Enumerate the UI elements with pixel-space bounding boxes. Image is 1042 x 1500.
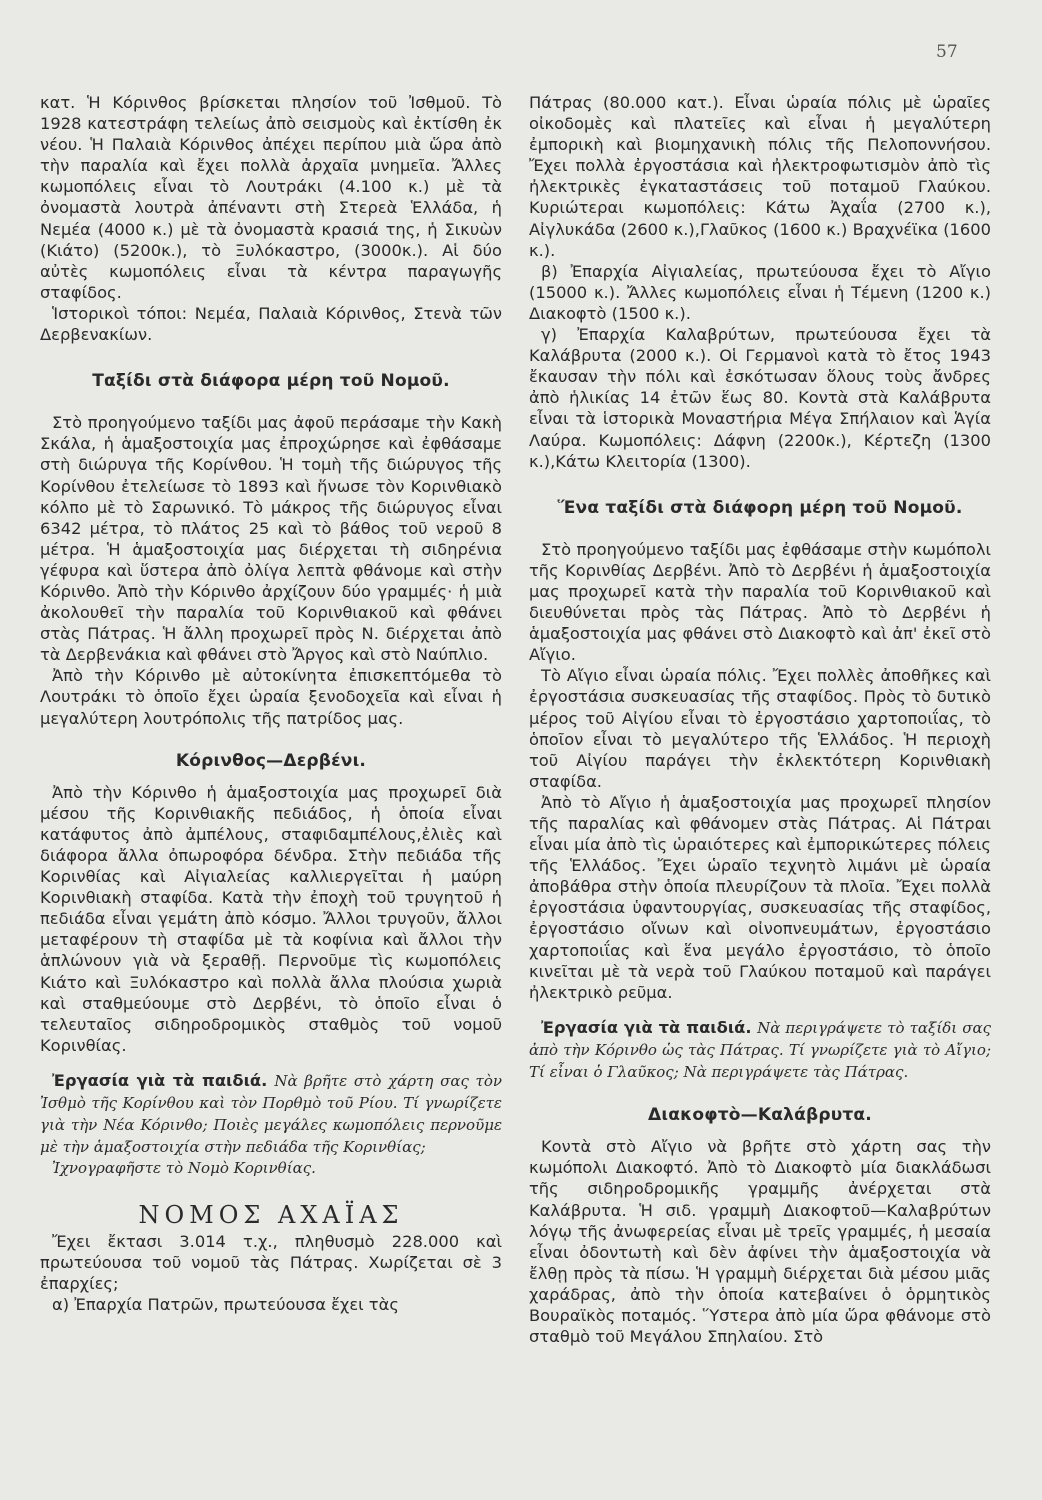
paragraph: Ἀπὸ τὴν Κόρινθο ἡ ἁμαξοστοιχία μας προχωρεῖ διὰ μέσου τῆς Κορινθιακῆς πεδιάδος, ἡ ὁποία εἶναι κατάφυτος ἀπὸ ἀμπέλους, σταφιδαμπέλους,ἐλιὲς καὶ διάφορα ἄλλα ὀπωροφόρα δένδρα. Στὴν πεδιάδα τῆς Κορινθίας καὶ Αἰγιαλείας καλλιεργεῖται ἡ μαύρη Κορινθιακὴ σταφίδα. Κατὰ τὴν ἐποχὴ τοῦ τρυγητοῦ ἡ πεδιάδα εἶναι γεμάτη ἀπὸ κόσμο. Ἄλλοι τρυγοῦν, ἄλλοι μεταφέρουν τὴ σταφίδα μὲ τὰ κοφίνια καὶ ἄλλοι τὴν ἁπλώνουν γιὰ νὰ ξεραθῇ. Περνοῦμε τὶς κωμοπόλεις Κιάτο καὶ Ξυλόκαστρο καὶ πολλὰ ἄλλα πλούσια χωριὰ καὶ σταθμεύουμε στὸ Δερβένι, τὸ ὁποῖο εἶναι ὁ τελευταῖος σιδηροδρομικὸς σταθμὸς τοῦ νομοῦ Κορινθίας. <box>40 782 502 1055</box>
paragraph: Ἀπὸ τὸ Αἴγιο ἡ ἁμαξοστοιχία μας προχωρεῖ πλησίον τῆς παραλίας καὶ φθάνομεν στὰς Πάτρας. Αἱ Πάτραι εἶναι μία ἀπὸ τὶς ὡραιότερες καὶ ἐμπορικώτερες πόλεις τῆς Ἑλλάδος. Ἔχει ὡραῖο τεχνητὸ λιμάνι μὲ ὡραία ἀποβάθρα στὴν ὁποία πλευρίζουν τὰ πλοῖα. Ἔχει πολλὰ ἐργοστάσια ὑφαντουργίας, συσκευασίας τῆς σταφίδος, ἐργοστάσιο οἴνων καὶ οἰνοπνευμάτων, ἐργοστάσιο χαρτοποιΐας καὶ ἕνα μεγάλο ἐργοστάσιο, τὸ ὁποῖο κινεῖται μὲ τὰ νερὰ τοῦ Γλαύκου ποταμοῦ καὶ παράγει ἠλεκτρικὸ ρεῦμα. <box>529 792 991 1002</box>
paragraph: Πάτρας (80.000 κατ.). Εἶναι ὡραία πόλις μὲ ὡραῖες οἰκοδομὲς καὶ πλατεῖες καὶ εἶναι ἡ μεγαλύτερη ἐμπορικὴ καὶ βιομηχανικὴ πόλις τῆς Πελοποννήσου. Ἔχει πολλὰ ἐργοστάσια καὶ ἠλεκτροφωτισμὸν ἀπὸ τὶς ἠλεκτρικὲς ἐγκαταστάσεις τοῦ ποταμοῦ Γλαύκου. Κυριώτεραι κωμοπόλεις: Κάτω Ἀχαΐα (2700 κ.), Αἰγλυκάδα (2600 κ.),Γλαῦκος (1600 κ.) Βραχνέϊκα (1600 κ.). <box>529 93 991 260</box>
page-number: 57 <box>936 42 958 62</box>
paragraph: κατ. Ἡ Κόρινθος βρίσκεται πλησίον τοῦ Ἰσθμοῦ. Τὸ 1928 κατεστράφη τελείως ἀπὸ σεισμοὺς καὶ ἐκτίσθη ἐκ νέου. Ἡ Παλαιὰ Κόρινθος ἀπέχει περίπου μιὰ ὥρα ἀπὸ τὴν παραλία καὶ ἔχει πολλὰ ἀρχαῖα μνημεῖα. Ἄλλες κωμοπόλεις εἶναι τὸ Λουτράκι (4.100 κ.) μὲ τὰ ὀνομαστὰ λουτρὰ ἀπέναντι στὴ Στερεὰ Ἑλλάδα, ἡ Νεμέα (4000 κ.) μὲ τὰ ὀνομαστὰ κρασιά της, ἡ Σικυὼν (Κιάτο) (5200κ.), τὸ Ξυλόκαστρο, (3000κ.). Αἱ δύο αὐτὲς κωμοπόλεις εἶναι τὰ κέντρα παραγωγῆς σταφίδος. <box>40 93 502 302</box>
paragraph: α) Ἐπαρχία Πατρῶν, πρωτεύουσα ἔχει τὰς <box>52 1294 399 1314</box>
task-text: Νὰ περιγράψετε τὸ ταξίδι σας ἀπὸ τὴν Κόρινθο ὡς τὰς Πάτρας. Τί γνωρίζετε γιὰ τὸ Αἴγιο; Τί εἶναι ὁ Γλαῦκος; Νὰ περιγράψετε τὰς Πάτρας. <box>529 1018 991 1082</box>
task-paragraph <box>40 1070 502 1158</box>
task-label: Ἐργασία γιὰ τὰ παιδιά. <box>541 1017 752 1037</box>
section-heading: Ἕνα ταξίδι στὰ διάφορη μέρη τοῦ Νομοῦ. <box>557 497 963 518</box>
paragraph: Στὸ προηγούμενο ταξίδι μας ἀφοῦ περάσαμε τὴν Κακὴ Σκάλα, ἡ ἁμαξοστοιχία μας ἐπροχώρησε καὶ ἐφθάσαμε στὴ διώρυγα τῆς Κορίνθου. Ἡ τομὴ τῆς διώρυγος τῆς Κορίνθου ἐτελείωσε τὸ 1893 καὶ ἥνωσε τὸν Κορινθιακὸ κόλπο μὲ τὸ Σαρωνικό. Τὸ μάκρος τῆς διώρυγος εἶναι 6342 μέτρα, τὸ πλάτος 25 καὶ τὸ βάθος τοῦ νεροῦ 8 μέτρα. Ἡ ἁμαξοστοιχία μας διέρχεται τὴ σιδηρένια γέφυρα καὶ ὕστερα ἀπὸ ὀλίγα λεπτὰ φθάνομε καὶ στὴν Κόρινθο. Ἀπὸ τὴν Κόρινθο ἀρχίζουν δύο γραμμές· ἡ μιὰ ἀκολουθεῖ τὴν παραλία τοῦ Κορινθιακοῦ καὶ φθάνει στὰς Πάτρας. Ἡ ἄλλη προχωρεῖ πρὸς Ν. διέρχεται ἀπὸ τὰ Δερβενάκια καὶ φθάνει στὸ Ἄργος καὶ στὸ Ναύπλιο. <box>40 413 502 665</box>
paragraph: γ) Ἐπαρχία Καλαβρύτων, πρωτεύουσα ἔχει τὰ Καλάβρυτα (2000 κ.). Οἱ Γερμανοὶ κατὰ τὸ ἔτος 1943 ἔκαυσαν τὴν πόλι καὶ ἐσκότωσαν ὅλους τοὺς ἄνδρες ἀπὸ ἡλικίας 14 ἐτῶν ἕως 80. Κοντὰ στὰ Καλάβρυτα εἶναι τὰ ἱστορικὰ Μοναστήρια Μέγα Σπήλαιον καὶ Ἁγία Λαύρα. Κωμοπόλεις: Δάφνη (2200κ.), Κέρτεζη (1300 κ.),Κάτω Κλειτορία (1300). <box>529 325 991 471</box>
right-column <box>529 92 991 1347</box>
section-heading: Ταξίδι στὰ διάφορα μέρη τοῦ Νομοῦ. <box>92 371 450 392</box>
paragraph: β) Ἐπαρχία Αἰγιαλείας, πρωτεύουσα ἔχει τὸ Αἴγιο (15000 κ.). Ἄλλες κωμοπόλεις εἶναι ἡ Τέμενη (1200 κ.) Διακοφτὸ (1500 κ.). <box>529 261 991 323</box>
paragraph: Κοντὰ στὸ Αἴγιο νὰ βρῆτε στὸ χάρτη σας τὴν κωμόπολι Διακοφτό. Ἀπὸ τὸ Διακοφτὸ μία διακλάδωσι τῆς σιδηροδρομικῆς γραμμῆς ἀνέρχεται στὰ Καλάβρυτα. Ἡ σιδ. γραμμὴ Διακοφτοῦ—Καλαβρύτων λόγῳ τῆς ἀνωφερείας εἶναι μὲ τρεῖς γραμμές, ἡ μεσαία εἶναι ὀδοντωτὴ καὶ δὲν ἀφίνει τὴν ἁμαξοστοιχία νὰ ἔλθῃ πρὸς τὰ πίσω. Ἡ γραμμὴ διέρχεται διὰ μέσου μιᾶς χαράδρας, ἀπὸ τὴν ὁποία κατεβαίνει ὁ ὁρμητικὸς Βουραϊκὸς ποταμός. Ὕστερα ἀπὸ μία ὥρα φθάνομε στὸ σταθμὸ τοῦ Μεγάλου Σπηλαίου. Στὸ <box>529 1137 991 1347</box>
section-heading: Κόρινθος—Δερβένι. <box>175 750 367 771</box>
task-paragraph <box>529 1017 991 1083</box>
task-label: Ἐργασία γιὰ τὰ παιδιά. <box>52 1070 268 1090</box>
paragraph: Στὸ προηγούμενο ταξίδι μας ἐφθάσαμε στὴν κωμόπολι τῆς Κορινθίας Δερβένι. Ἀπὸ τὸ Δερβένι ἡ ἁμαξοστοιχία μας προχωρεῖ κατὰ τὴν παραλία τοῦ Κορινθιακοῦ καὶ διευθύνεται πρὸς τὰς Πάτρας. Ἀπὸ τὸ Δερβένι ἡ ἁμαξοστοιχία μας φθάνει στὸ Διακοφτὸ καὶ ἀπ' ἐκεῖ στὸ Αἴγιο. <box>529 539 991 665</box>
left-column <box>40 92 502 1315</box>
prefecture-title: ΝΟΜΟΣ ΑΧΑΪΑΣ <box>138 1201 404 1230</box>
task-text: Ἰχνογραφῆστε τὸ Νομὸ Κορινθίας. <box>52 1159 316 1178</box>
task-text: Νὰ βρῆτε στὸ χάρτη σας τὸν Ἰσθμὸ τῆς Κορίνθου καὶ τὸν Πορθμὸ τοῦ Ρίου. Τί γνωρίζετε γιὰ τὴν Νέα Κόρινθο; Ποιὲς μεγάλες κωμοπόλεις περνοῦμε μὲ τὴν ἁμαξοστοιχία στὴν πεδιάδα τῆς Κορινθίας; <box>40 1071 502 1157</box>
section-heading: Διακοφτὸ—Καλάβρυτα. <box>648 1105 872 1126</box>
paragraph: Ἱστορικοὶ τόποι: Νεμέα, Παλαιὰ Κόρινθος, Στενὰ τῶν Δερβενακίων. <box>40 303 502 345</box>
paragraph: Τὸ Αἴγιο εἶναι ὡραία πόλις. Ἔχει πολλὲς ἀποθῆκες καὶ ἐργοστάσια συσκευασίας τῆς σταφίδος. Πρὸς τὸ δυτικὸ μέρος τοῦ Αἰγίου εἶναι τὸ ἐργοστάσιο χαρτοποιΐας, τὸ ὁποῖον εἶναι τὸ μεγαλύτερο τῆς Ἑλλάδος. Ἡ περιοχὴ τοῦ Αἰγίου παράγει τὴν ἐκλεκτότερη Κορινθιακὴ σταφίδα. <box>529 666 991 791</box>
paragraph: Ἀπὸ τὴν Κόρινθο μὲ αὐτοκίνητα ἐπισκεπτόμεθα τὸ Λουτράκι τὸ ὁποῖο ἔχει ὡραία ξενοδοχεῖα καὶ εἶναι ἡ μεγαλύτερη λουτρόπολις τῆς πατρίδος μας. <box>40 666 502 728</box>
paragraph: Ἔχει ἔκτασι 3.014 τ.χ., πληθυσμὸ 228.000 καὶ πρωτεύουσα τοῦ νομοῦ τὰς Πάτρας. Χωρίζεται σὲ 3 ἐπαρχίες; <box>40 1231 502 1293</box>
